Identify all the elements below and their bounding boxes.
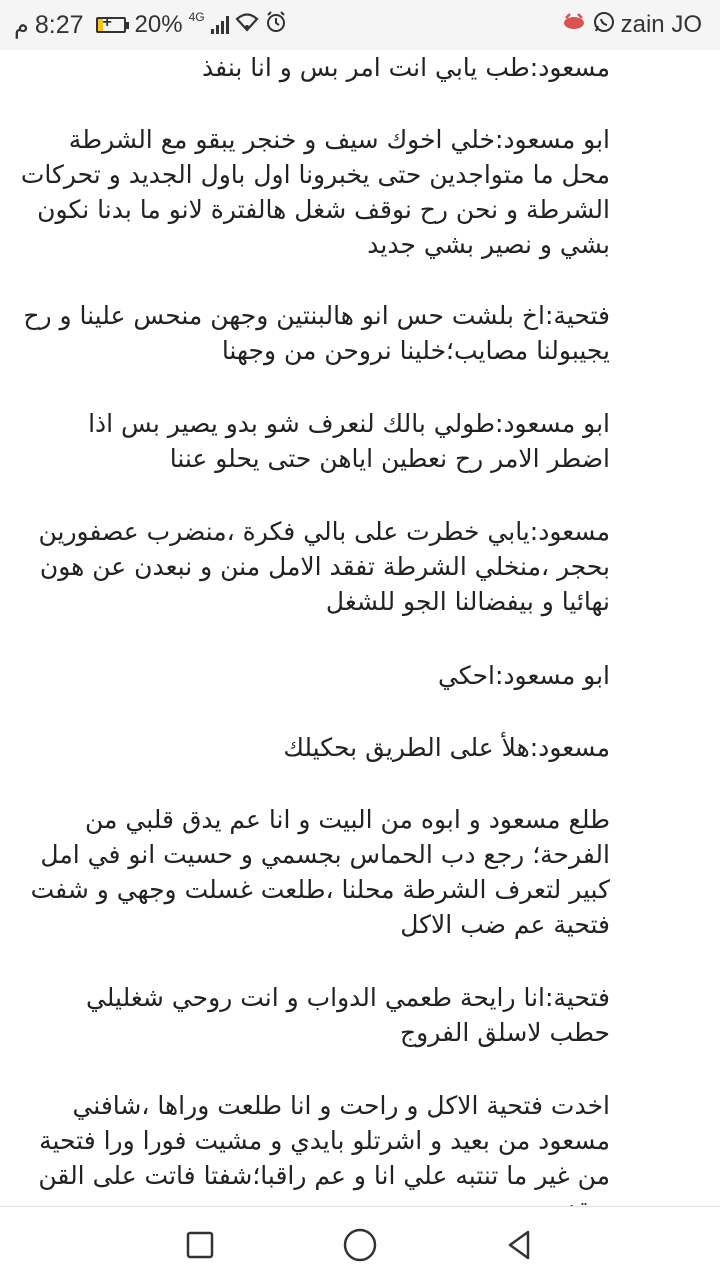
story-paragraph: مسعود:هلأ على الطريق بحكيلك [283, 733, 610, 762]
am-pm: م [14, 11, 29, 39]
story-paragraph: ابو مسعود:خلي اخوك سيف و خنجر يبقو مع الشرطة محل ما متواجدين حتى يخبرونا اول باول الجديد و تحركات الشرطة و نحن رح نوقف شغل هالفترة لانو ما بدنا نكون بشي و نصير بشي جديد [20, 125, 610, 259]
square-icon [185, 1230, 215, 1260]
clock: 8:27 [34, 10, 84, 39]
recents-button[interactable] [180, 1225, 220, 1265]
story-paragraph: فتحية:انا رايحة طعمي الدواب و انت روحي شغليلي حطب لاسلق الفروج [85, 983, 610, 1047]
home-button[interactable] [340, 1225, 380, 1265]
story-paragraph: ابو مسعود:احكي [437, 661, 610, 690]
article-content [0, 50, 720, 1206]
circle-icon [342, 1227, 378, 1263]
story-paragraph: فتحية:اخ بلشت حس انو هالبنتين وجهن منحس علينا و رح يجيبولنا مصايب؛خلينا نروحن من وجهنا [23, 301, 610, 365]
battery-percent: 20% [134, 11, 183, 38]
back-button[interactable] [500, 1225, 540, 1265]
status-right [561, 0, 702, 50]
whatsapp-icon [593, 11, 615, 40]
network-type: 4G [188, 10, 205, 24]
status-bar [0, 0, 720, 50]
story-paragraph: اخدت فتحية الاكل و راحت و انا طلعت وراها ،شافني مسعود من بعيد و اشرتلو بايدي و مشيت فورا ورا فتحية من غير ما تنتبه علي انا و عم راقبا؛شفتا فاتت على القن [38, 1091, 610, 1190]
carrier-name: zain JO [620, 11, 702, 38]
status-left [14, 0, 287, 50]
story-paragraph: ابو مسعود:طولي بالك لنعرف شو بدو يصير بس اذا اضطر الامر رح نعطين اياهن حتى يحلو عننا [88, 409, 610, 473]
notification-app-icon [561, 11, 587, 39]
story-paragraph: طلع مسعود و ابوه من البيت و انا عم يدق قلبي من الفرحة؛ رجع دب الحماس بجسمي و حسيت انو في امل كبير لتعرف الشرطة محلنا ،طلعت غسلت وجهي و شفت فتحية عم ضب الاكل [30, 805, 610, 939]
alarm-icon [265, 11, 287, 40]
wifi-icon [235, 11, 259, 39]
battery-icon: + [96, 17, 129, 33]
story-paragraph: مسعود:يابي خطرت على بالي فكرة ،منضرب عصفورين بحجر ،منخلي الشرطة تفقد الامل منن و نبعدن عن هون نهائيا و بيفضالنا الجو للشغل [38, 517, 610, 616]
navigation-bar [0, 1206, 720, 1281]
signal-icon [211, 16, 229, 34]
story-paragraph: مسعود:طب يابي انت امر بس و انا بنفذ [202, 53, 610, 82]
back-triangle-icon [504, 1229, 536, 1261]
